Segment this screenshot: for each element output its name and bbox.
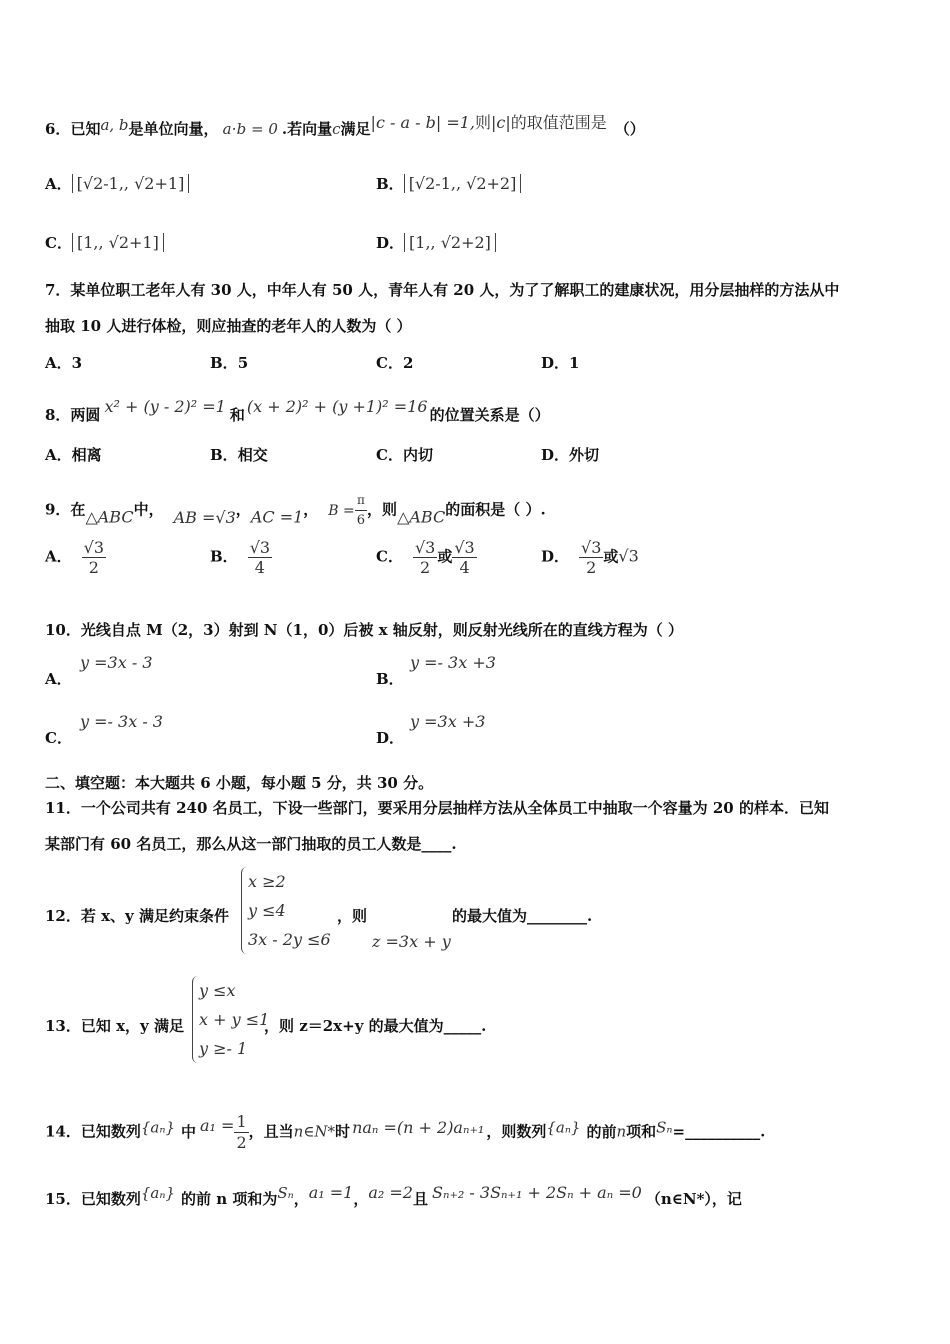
q10-option-d-value: y =3x +3 — [410, 712, 486, 731]
q9-triangle: △ABC — [397, 507, 446, 527]
option-value: 相交 — [237, 446, 268, 464]
q13-question: ，则 z＝2x+y 的最大值为_____. — [264, 1017, 487, 1035]
q14-sn: Sₙ — [656, 1118, 673, 1137]
q15-text: 且 — [412, 1190, 428, 1208]
option-label: A． — [45, 175, 72, 193]
q12-number: 12．若 x、y 满足约束条件 — [45, 907, 229, 925]
q9-option-b — [210, 538, 272, 577]
option-value: 相离 — [71, 446, 102, 464]
option-label: C． — [376, 354, 403, 372]
frac-den: 4 — [459, 558, 470, 577]
frac-num: π — [355, 490, 367, 511]
option-frac — [413, 538, 437, 577]
q8-stem — [45, 397, 550, 425]
option-value: 3 — [71, 354, 83, 372]
option-label: C． — [45, 234, 72, 252]
option-frac — [579, 538, 603, 577]
option-label: C． — [376, 446, 403, 464]
q8-circle1: x² + (y - 2)² =1 — [104, 397, 226, 416]
q8-text: 和 — [229, 406, 245, 424]
frac-num: √3 — [83, 538, 105, 557]
option-value: [1,, √2+1] — [72, 233, 164, 252]
q6-option-c — [45, 232, 164, 253]
q6-stem — [45, 113, 645, 139]
q10-option-a-label: A． — [45, 670, 72, 688]
q14-n: n — [616, 1122, 627, 1141]
option-value: 2 — [402, 354, 414, 372]
q14-text: 的前 — [586, 1122, 617, 1141]
q15-sn: Sₙ — [277, 1184, 294, 1202]
q6-answer-paren: （） — [614, 120, 645, 138]
constraint: y ≥- 1 — [199, 1039, 248, 1058]
q13-stem — [45, 1016, 184, 1036]
q9-ac: AC =1 — [250, 507, 304, 527]
q6-math-dot: a⋅b = 0 — [222, 120, 278, 138]
constraint: y ≤4 — [248, 901, 286, 920]
frac-den: 2 — [236, 1133, 247, 1152]
q9-text: ， — [303, 500, 319, 519]
frac-den: 6 — [356, 513, 366, 528]
q14-text: 时 — [335, 1122, 351, 1141]
option-frac — [248, 538, 272, 577]
q15-text: ， — [293, 1190, 309, 1208]
q9-ab: AB =√3 — [173, 507, 236, 527]
q8-circle2: (x + 2)² + (y +1)² =16 — [246, 397, 428, 416]
q11-stem-line1: 11．一个公司共有 240 名员工，下设一些部门，要采用分层抽样方法从全体员工中抽取一个容量为 20 的样本．已知 — [45, 799, 829, 817]
q9-angle-frac — [355, 490, 367, 531]
q14-text: ，且当 — [248, 1122, 294, 1141]
frac-num: √3 — [581, 538, 602, 557]
q13-constraint-system — [192, 976, 269, 1063]
q15-text: 的前 n 项和为 — [180, 1190, 278, 1208]
option-label: B． — [210, 354, 238, 372]
q7-stem-line1: 7．某单位职工老年人有 30 人，中年人有 50 人，青年人有 20 人，为了了解职工的建康状况，用分层抽样的方法从中 — [45, 281, 840, 299]
constraint: x + y ≤1 — [199, 1010, 270, 1029]
q14-text: 中 — [180, 1122, 196, 1141]
q9-stem — [45, 490, 546, 531]
q6-text: 已知 — [70, 120, 101, 138]
q14-answer-blank: =__________. — [672, 1122, 766, 1141]
q7-option-c — [376, 352, 413, 373]
q9-text: ， — [235, 500, 251, 519]
q6-text: 的取值范围是 — [510, 113, 607, 132]
q9-text: 的面积是（ ）. — [445, 500, 546, 519]
frac-num: √3 — [454, 538, 475, 557]
option-value: 5 — [237, 354, 249, 372]
q8-option-b — [210, 444, 268, 465]
q15-recurrence: Sₙ₊₂ - 3Sₙ₊₁ + 2Sₙ + aₙ =0 — [432, 1183, 642, 1202]
q7-option-d — [541, 352, 579, 373]
q8-option-a — [45, 444, 102, 465]
q14-sequence: {aₙ} — [546, 1118, 581, 1137]
q6-option-d — [376, 232, 496, 253]
q10-option-b-label: B． — [376, 670, 404, 688]
option-label: D． — [541, 446, 570, 464]
q6-math-cond: |c - a - b| =1, — [370, 113, 475, 132]
q8-text: 的位置关系是（） — [429, 406, 550, 424]
option-value: [√2-1,, √2+1] — [72, 174, 190, 193]
q14-a1: a₁ = — [200, 1115, 235, 1135]
q6-text: 是单位向量， — [128, 120, 219, 138]
q12-question: 的最大值为________. — [452, 907, 593, 925]
q15-sequence: {aₙ} — [140, 1184, 175, 1202]
option-value: [√2-1,, √2+2] — [404, 174, 522, 193]
q10-option-b-value: y =- 3x +3 — [410, 653, 496, 672]
q6-number: 6． — [45, 120, 71, 138]
frac-den: 2 — [420, 558, 431, 577]
q6-option-a — [45, 173, 189, 194]
q8-option-c — [376, 444, 433, 465]
option-label: A． — [45, 547, 72, 566]
q6-math-c: c — [332, 120, 341, 138]
option-label: D． — [541, 354, 570, 372]
option-or: 或 — [437, 547, 453, 566]
q9-angle-b: B = — [328, 502, 355, 519]
q10-option-c-label: C． — [45, 729, 72, 747]
option-label: C． — [376, 547, 403, 566]
q15-stem — [45, 1183, 742, 1209]
frac-num: 1 — [236, 1112, 247, 1131]
q15-condition: （n∈N*），记 — [645, 1190, 742, 1208]
q10-option-c-value: y =- 3x - 3 — [80, 712, 163, 731]
constraint: x ≥2 — [248, 872, 286, 891]
q6-text: 则 — [474, 113, 491, 132]
q14-half — [234, 1112, 248, 1153]
q7-option-a — [45, 352, 82, 373]
q15-number: 15．已知数列 — [45, 1190, 141, 1208]
frac-den: 2 — [88, 558, 99, 577]
q6-math-ab: a, b — [100, 116, 129, 134]
q14-text: ，则数列 — [486, 1122, 547, 1141]
q6-text: 满足 — [340, 120, 371, 138]
section-heading-fill-in: 二、填空题：本大题共 6 小题，每小题 5 分，共 30 分。 — [45, 774, 434, 792]
q8-option-d — [541, 444, 599, 465]
option-label: D． — [376, 234, 405, 252]
q13-number: 13．已知 x，y 满足 — [45, 1017, 184, 1035]
q7-option-b — [210, 352, 248, 373]
option-label: D． — [541, 547, 570, 566]
option-or: 或 — [603, 547, 619, 566]
q10-option-a-value: y =3x - 3 — [80, 653, 153, 672]
option-value: 外切 — [569, 446, 600, 464]
q10-option-d-label: D． — [376, 729, 405, 747]
q6-math-abs-c: |c| — [491, 113, 511, 132]
q15-a1: a₁ =1 — [308, 1183, 354, 1202]
option-extra: √3 — [618, 546, 639, 566]
option-label: B． — [210, 547, 238, 566]
option-value: 内切 — [402, 446, 433, 464]
frac-num: √3 — [414, 538, 436, 557]
q15-text: ， — [353, 1190, 369, 1208]
q6-text: .若向量 — [281, 120, 333, 138]
option-frac — [82, 538, 106, 577]
frac-den: 4 — [254, 558, 265, 577]
option-label: B． — [376, 175, 404, 193]
frac-den: 2 — [586, 558, 597, 577]
q9-triangle: △ABC — [85, 507, 134, 527]
q9-text: 中， — [133, 500, 164, 519]
q14-sequence: {aₙ} — [140, 1118, 175, 1137]
q14-number: 14．已知数列 — [45, 1122, 141, 1141]
option-frac — [452, 538, 476, 577]
q14-condition: n∈N* — [293, 1122, 336, 1141]
q12-objective: z =3x + y — [372, 932, 451, 951]
q15-a2: a₂ =2 — [368, 1183, 413, 1202]
option-value: 1 — [569, 354, 580, 372]
q12-stem — [45, 906, 229, 926]
option-value: [1,, √2+2] — [404, 233, 496, 252]
q9-number: 9．在 — [45, 500, 86, 519]
q6-option-b — [376, 173, 521, 194]
q9-option-c — [376, 538, 477, 577]
q9-text: ，则 — [367, 500, 398, 519]
q8-number: 8．两圆 — [45, 406, 101, 424]
constraint: 3x - 2y ≤6 — [248, 930, 331, 949]
q14-stem — [45, 1112, 765, 1153]
q12-then: ，则 — [337, 907, 368, 925]
q14-text: 项和 — [626, 1122, 657, 1141]
q12-constraint-system — [241, 867, 331, 954]
q11-stem-line2: 某部门有 60 名员工，那么从这一部门抽取的员工人数是____. — [45, 835, 457, 853]
q9-option-a — [45, 538, 106, 577]
q7-stem-line2: 抽取 10 人进行体检，则应抽查的老年人的人数为（ ） — [45, 317, 412, 335]
q14-recurrence: naₙ =(n + 2)aₙ₊₁ — [352, 1117, 485, 1137]
option-label: A． — [45, 354, 72, 372]
q9-option-d — [541, 538, 639, 577]
option-label: B． — [210, 446, 238, 464]
constraint: y ≤x — [199, 981, 236, 1000]
option-label: A． — [45, 446, 72, 464]
q10-stem: 10．光线自点 M（2，3）射到 N（1，0）后被 x 轴反射，则反射光线所在的直线方程为（ ） — [45, 621, 683, 639]
frac-num: √3 — [249, 538, 271, 557]
